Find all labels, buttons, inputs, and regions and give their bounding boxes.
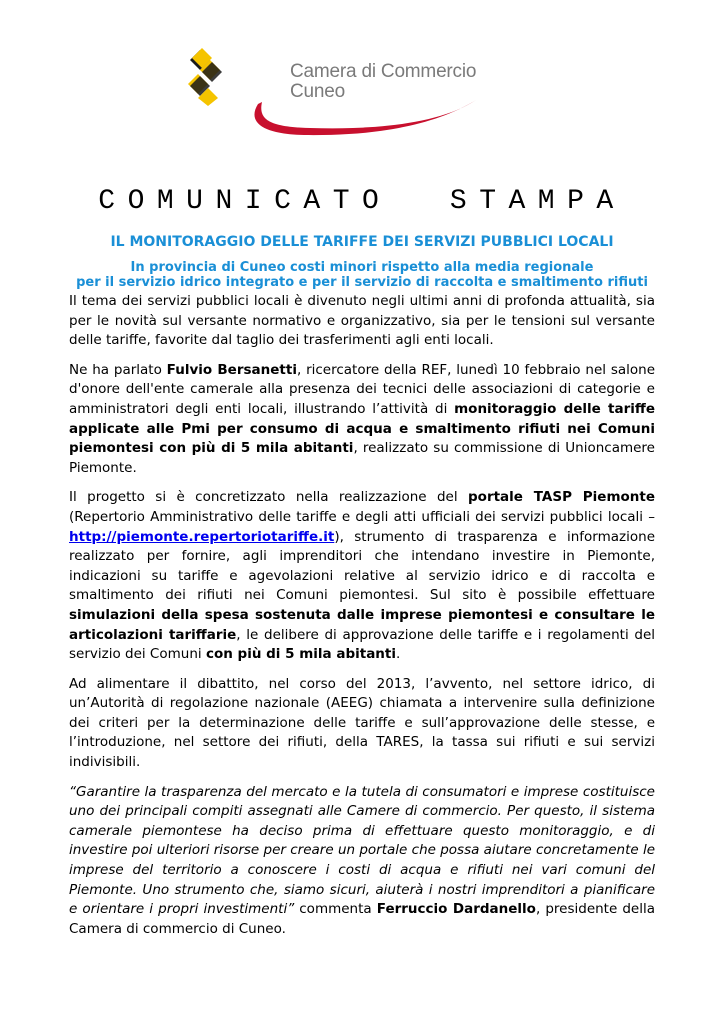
- p2-bold-monitoraggio: monitoraggio delle tariffe applicate alle Pmi per consumo di acqua e smaltimento rifiuti nei Comuni piemontesi con più di 5 mila abitanti: [69, 400, 655, 457]
- p2-text-c: , ricercatore della REF, lunedì 10 febbraio nel salone d'onore dell'ente camerale alla presenza dei tecnici delle associazioni di categorie e amministratori degli enti locali, illustrando l’attività di: [69, 361, 655, 417]
- p3-text-c: (Repertorio Amministrativo delle tariffe e degli atti ufficiali dei servizi pubblici locali –: [69, 508, 655, 525]
- logo-swoosh: [244, 86, 484, 138]
- p3-bold-abitanti: con più di 5 mila abitanti: [205, 646, 396, 663]
- subtitle-line-2: per il servizio idrico integrato e per il servizio di raccolta e smaltimento rifiuti: [76, 275, 648, 290]
- logo-mark-shapes: [188, 48, 222, 106]
- p5-text-c: , presidente della Camera di commercio di Cuneo.: [69, 901, 656, 937]
- p5-name-dardanello: Ferruccio Dardanello: [376, 901, 536, 918]
- paragraph-1: Il tema dei servizi pubblici locali è divenuto negli ultimi anni di profonda attualità, sia per le novità sul versante normativo e organizzativo, sia per le tensioni sul versante delle tariffe, favorite dal taglio dei trasferimenti agli enti locali.: [69, 293, 655, 349]
- p2-text-a: Ne ha parlato: [69, 361, 167, 378]
- camera-commercio-logo-mark: [186, 48, 232, 106]
- p3-text-f: , le delibere di approvazione delle tariffe e i regolamenti del servizio dei Comuni: [69, 626, 656, 663]
- press-release-headline: COMUNICATO STAMPA: [98, 186, 626, 217]
- p2-name-bersanetti: Fulvio Bersanetti: [166, 361, 297, 378]
- paragraph-5: [69, 783, 655, 940]
- p3-text-a: Il progetto si è concretizzato nella realizzazione del: [69, 489, 468, 506]
- paragraph-2: [69, 361, 655, 479]
- document-body: [69, 292, 655, 949]
- logo-line-2: Cuneo: [290, 81, 345, 102]
- document-title: IL MONITORAGGIO DELLE TARIFFE DEI SERVIZI PUBBLICI LOCALI: [110, 234, 614, 250]
- portal-link[interactable]: http://piemonte.repertoriotariffe.it: [69, 528, 335, 545]
- p3-text-d: ), strumento di trasparenza e informazione realizzato per fornire, agli imprenditori che intendano investire in Piemonte, indicazioni su tariffe e agevolazioni relative al servizio idrico e di raccolta e smaltimento dei rifiuti nei Comuni piemontesi. Sul sito è possibile effettuare: [69, 528, 655, 604]
- p5-text-a: commenta: [294, 901, 377, 918]
- p3-bold-simulazioni: simulazioni della spesa sostenuta dalle imprese piemontesi e consultare le articolazioni tariffarie: [69, 606, 655, 643]
- paragraph-4: Ad alimentare il dibattito, nel corso del 2013, l’avvento, nel settore idrico, di un’Autorità di regolazione nazionale (AEEG) chiamata a intervenire sulla definizione dei criteri per la determinazione delle tariffe e sull’approvazione delle stesse, e l’introduzione, nel settore dei rifiuti, della TARES, la tassa sui rifiuti e sui servizi indivisibili.: [69, 675, 655, 771]
- paragraph-3: [69, 488, 655, 664]
- p3-text-h: .: [396, 646, 401, 663]
- p3-bold-portale: portale TASP Piemonte: [468, 489, 656, 506]
- subtitle-line-1: In provincia di Cuneo costi minori rispetto alla media regionale: [130, 260, 594, 275]
- document-subtitle: [40, 260, 684, 290]
- p2-text-e: , realizzato su commissione di Unioncamere Piemonte.: [69, 440, 655, 476]
- logo-line-1: Camera di Commercio: [290, 61, 477, 82]
- p5-quote: “Garantire la trasparenza del mercato e la tutela di consumatori e imprese costituisce uno dei principali compiti assegnati alle Camere di commercio. Per questo, il sistema camerale piemontese ha deciso prima di effettuare questo monitoraggio, e di investire poi ulteriori risorse per creare un portale che possa aiutare concretamente le imprese del territorio a conoscere i costi di acqua e rifiuti nei vari comuni del Piemonte. Uno strumento che, siamo sicuri, aiuterà i nostri imprenditori a pianificare e orientare i propri investimenti”: [69, 783, 656, 918]
